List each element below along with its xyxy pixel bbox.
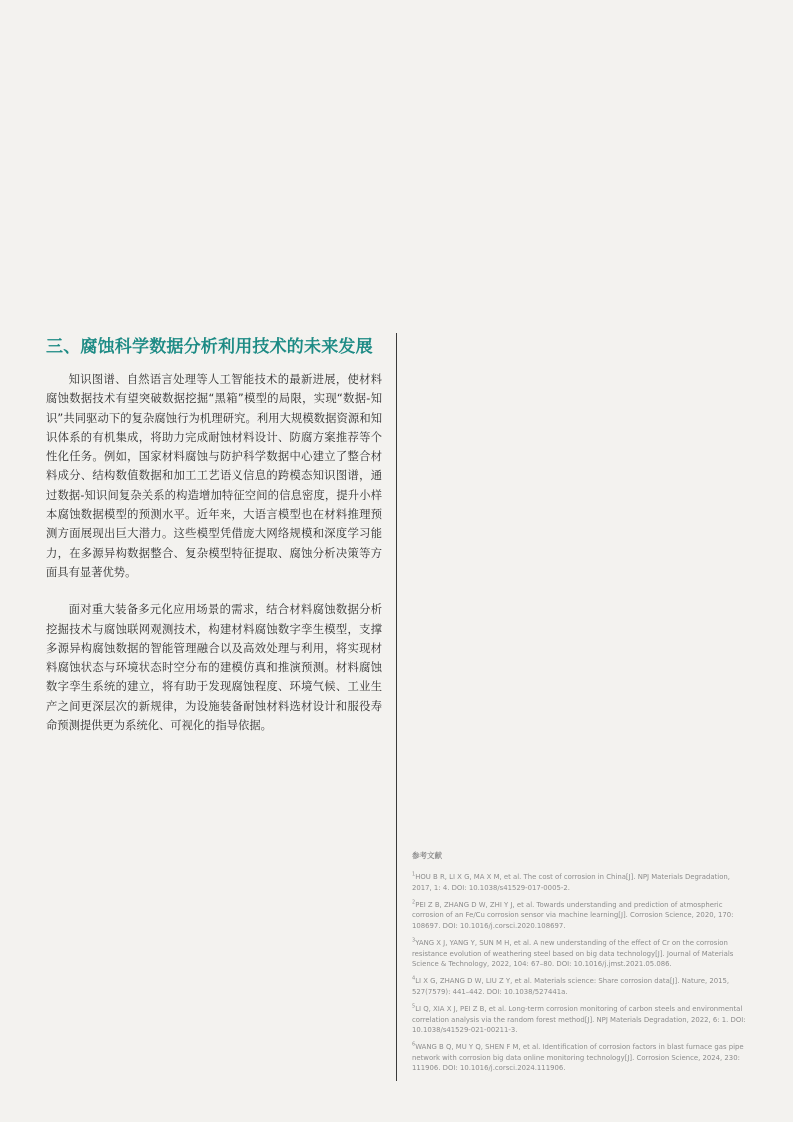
main-text-column — [46, 370, 382, 753]
reference-number: 6 — [412, 1041, 416, 1048]
column-divider — [396, 333, 397, 1081]
reference-item — [412, 1042, 747, 1074]
references-title: 参考文献 — [412, 851, 442, 860]
reference-number: 4 — [412, 975, 416, 982]
reference-text: HOU B R, LI X G, MA X M, et al. The cost of corrosion in China[J]. NPJ Materials Degradation, 2017, 1: 4. DOI: 10.1038/s41529-017-0005-2. — [412, 873, 730, 892]
reference-item — [412, 1004, 747, 1036]
section-title: 三、腐蚀科学数据分析利用技术的未来发展 — [46, 337, 373, 357]
references-section — [412, 850, 747, 1081]
paragraph-knowledge-graph: 知识图谱、自然语言处理等人工智能技术的最新进展，使材料腐蚀数据技术有望突破数据挖掘“黑箱”模型的局限，实现“数据-知识”共同驱动下的复杂腐蚀行为机理研究。利用大规模数据资源和知识体系的有机集成，将助力完成耐蚀材料设计、防腐方案推荐等个性化任务。例如，国家材料腐蚀与防护科学数据中心建立了整合材料成分、结构数值数据和加工工艺语义信息的跨模态知识图谱，通过数据-知识间复杂关系的构造增加特征空间的信息密度，提升小样本腐蚀数据模型的预测水平。近年来，大语言模型也在材料推理预测方面展现出巨大潜力。这些模型凭借庞大网络规模和深度学习能力，在多源异构数据整合、复杂模型特征提取、腐蚀分析决策等方面具有显著优势。 — [46, 373, 382, 579]
reference-item — [412, 900, 747, 932]
reference-text: WANG B Q, MU Y Q, SHEN F M, et al. Identification of corrosion factors in blast furnace gas pipe network with corrosion big data online monitoring technology[J]. Corrosion Science, 2024, 230: 111906. DOI: 10.1016/j.corsci.2024.111906. — [412, 1043, 744, 1073]
reference-text: PEI Z B, ZHANG D W, ZHI Y J, et al. Towards understanding and prediction of atmospheric corrosion of an Fe/Cu corrosion sensor via machine learning[J]. Corrosion Science, 2020, 170: 108697. DOI: 10.1016/j.corsci.2020.108697. — [412, 900, 734, 930]
reference-item — [412, 976, 747, 997]
paragraph-digital-twin: 面对重大装备多元化应用场景的需求，结合材料腐蚀数据分析挖掘技术与腐蚀联网观测技术，构建材料腐蚀数字孪生模型，支撑多源异构腐蚀数据的智能管理融合以及高效处理与利用，将实现材料腐蚀状态与环境状态时空分布的建模仿真和推演预测。材料腐蚀数字孪生系统的建立，将有助于发现腐蚀程度、环境气候、工业生产之间更深层次的新规律，为设施装备耐蚀材料选材设计和服役寿命预测提供更为系统化、可视化的指导依据。 — [46, 603, 382, 733]
reference-number: 5 — [412, 1003, 416, 1010]
reference-number: 1 — [412, 871, 416, 878]
reference-number: 2 — [412, 899, 416, 906]
reference-number: 3 — [412, 937, 416, 944]
reference-text: YANG X J, YANG Y, SUN M H, et al. A new understanding of the effect of Cr on the corrosion resistance evolution of weathering steel based on big data technology[J]. Journal of Materials Science & Technology, 2022, 104: 67–80. DOI: 10.1016/j.jmst.2021.05.086. — [412, 938, 734, 969]
reference-item — [412, 872, 747, 893]
reference-text: LI Q, XIA X J, PEI Z B, et al. Long-term corrosion monitoring of carbon steels and environmental correlation analysis via the random forest method[J]. NPJ Materials Degradation, 2022, 6: 1. DOI: 10.1038/s41529-021-00211-3. — [412, 1004, 746, 1035]
reference-item — [412, 938, 747, 970]
reference-text: LI X G, ZHANG D W, LIU Z Y, et al. Materials science: Share corrosion data[J]. Nature, 2015, 527(7579): 441–442. DOI: 10.1038/527441a. — [412, 977, 730, 996]
